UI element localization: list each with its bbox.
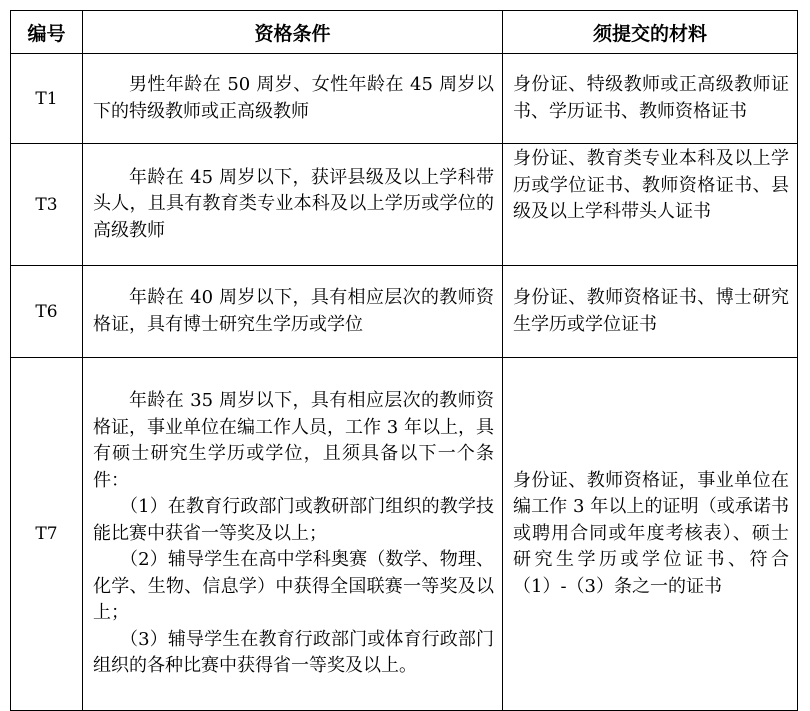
table-row [11, 54, 798, 144]
header-id: 编号 [11, 11, 83, 54]
sub-condition-2: （2）辅导学生在高中学科奥赛（数学、物理、化学、生物、信息学）中获得全国联赛一等奖及以上； [93, 549, 494, 624]
sub-condition-3: （3）辅导学生在教育行政部门或体育行政部门组织的各种比赛中获得省一等奖及以上。 [93, 628, 494, 677]
row-id: T7 [11, 358, 83, 711]
qualification-table [10, 10, 798, 711]
row-condition [83, 144, 503, 266]
row-materials: 身份证、教师资格证，事业单位在编工作 3 年以上的证明（或承诺书或聘用合同或年度考核表）、硕士研究生学历或学位证书、符合（1）-（3）条之一的证书 [503, 358, 798, 711]
condition-text: 年龄在 35 周岁以下，具有相应层次的教师资格证，事业单位在编工作人员，工作 3 年以上，具有硕士研究生学历或学位，且须具备以下一个条件： [93, 390, 494, 491]
row-condition [83, 358, 503, 711]
row-materials: 身份证、教育类专业本科及以上学历或学位证书、教师资格证书、县级及以上学科带头人证书 [503, 144, 798, 266]
row-materials: 身份证、特级教师或正高级教师证书、学历证书、教师资格证书 [503, 54, 798, 144]
row-materials: 身份证、教师资格证书、博士研究生学历或学位证书 [503, 266, 798, 358]
row-id: T1 [11, 54, 83, 144]
row-condition [83, 266, 503, 358]
header-materials: 须提交的材料 [503, 11, 798, 54]
sub-condition-1: （1）在教育行政部门或教研部门组织的教学技能比赛中获省一等奖及以上； [93, 496, 494, 544]
row-id: T6 [11, 266, 83, 358]
header-condition: 资格条件 [83, 11, 503, 54]
table-row [11, 144, 798, 266]
condition-text: 年龄在 45 周岁以下，获评县级及以上学科带头人，且具有教育类专业本科及以上学历或学位的高级教师 [93, 166, 494, 241]
table-row [11, 358, 798, 711]
row-id: T3 [11, 144, 83, 266]
header-row [11, 11, 798, 54]
condition-text: 男性年龄在 50 周岁、女性年龄在 45 周岁以下的特级教师或正高级教师 [93, 74, 494, 122]
table-row [11, 266, 798, 358]
condition-text: 年龄在 40 周岁以下，具有相应层次的教师资格证，具有博士研究生学历或学位 [93, 287, 494, 335]
row-condition [83, 54, 503, 144]
